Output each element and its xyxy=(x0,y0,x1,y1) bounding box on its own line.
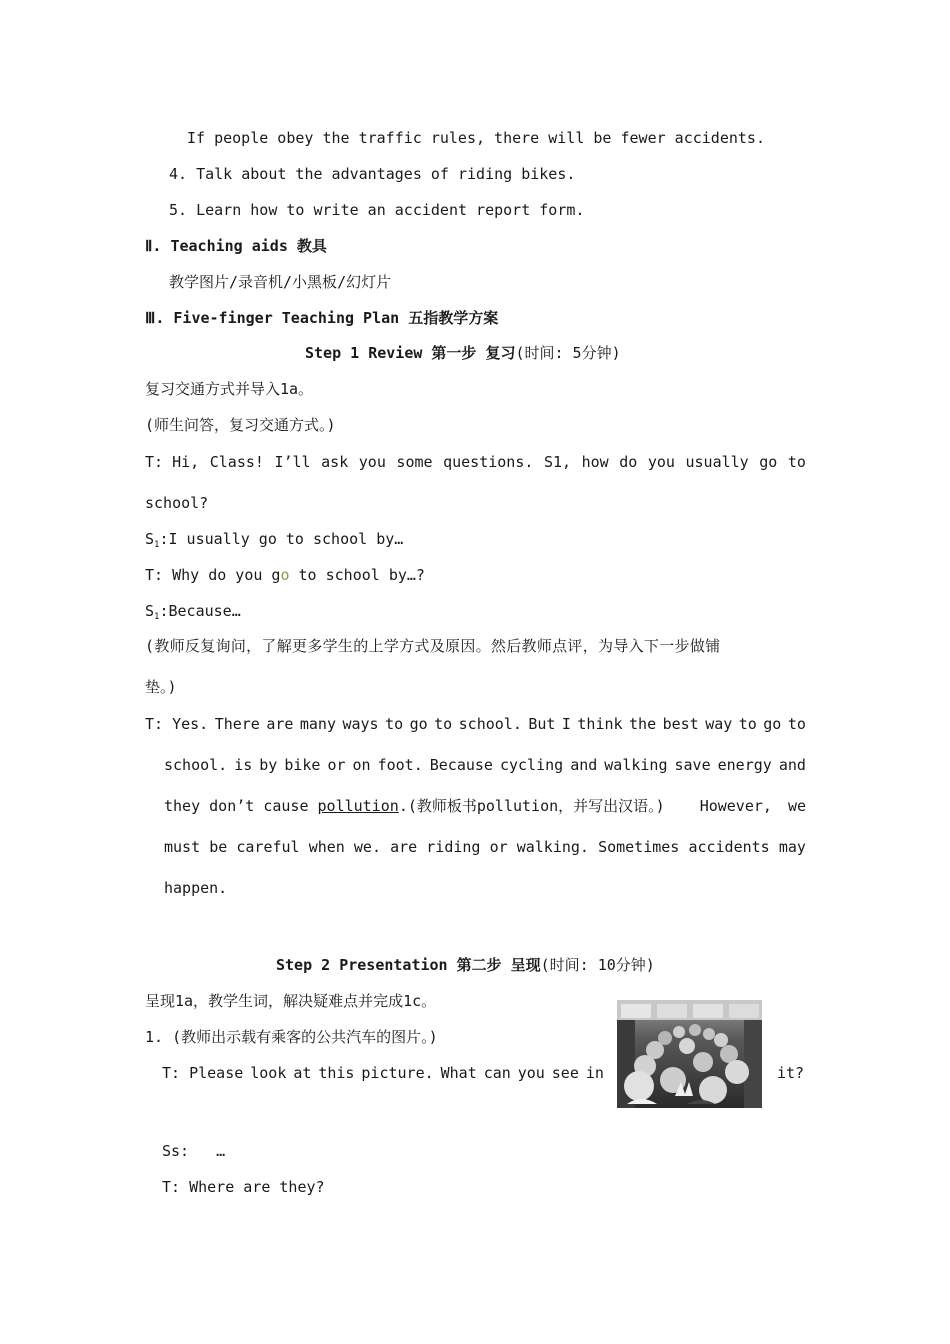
speaker-subscript: 1 xyxy=(154,540,160,550)
word: save xyxy=(674,756,711,774)
teaching-aids-heading: Ⅱ. Teaching aids 教具 xyxy=(145,237,327,255)
word: ask xyxy=(321,453,349,471)
word: What xyxy=(440,1064,477,1082)
text: they don’t cause xyxy=(164,797,318,815)
step1-teacher-line-3-row-1 xyxy=(145,714,806,734)
teaching-aids-items: 教学图片/录音机/小黑板/幻灯片 xyxy=(169,273,392,291)
step2-item-1: 1. (教师出示载有乘客的公共汽车的图片。) xyxy=(145,1028,438,1046)
word: think xyxy=(577,715,623,733)
step1-teacher-line-2 xyxy=(145,565,425,585)
word: go xyxy=(763,715,782,733)
word: T: Yes. xyxy=(145,715,209,733)
word: Class! xyxy=(209,453,264,471)
step2-title-main: Step 2 Presentation 第二步 呈现 xyxy=(276,956,541,974)
word: be xyxy=(209,838,228,856)
step2-teacher-line-2: T: Where are they? xyxy=(162,1178,325,1196)
word: I’ll xyxy=(274,453,311,471)
word: ways xyxy=(342,715,379,733)
step1-title xyxy=(305,343,621,363)
word: can xyxy=(483,1064,511,1082)
word: and xyxy=(570,756,598,774)
step1-note: (师生问答，复习交通方式。) xyxy=(145,416,336,434)
word: But xyxy=(528,715,556,733)
teaching-plan-heading: Ⅲ. Five-finger Teaching Plan 五指教学方案 xyxy=(145,309,499,327)
word: to xyxy=(738,715,757,733)
bus-passengers-image xyxy=(617,1000,762,1108)
word: to xyxy=(787,453,806,471)
word: I xyxy=(561,715,571,733)
step1-student-answer-1 xyxy=(145,529,403,555)
word: energy xyxy=(717,756,772,774)
bus-passengers-photo xyxy=(617,1000,762,1108)
word: However, xyxy=(699,797,772,815)
word: T: Hi, xyxy=(145,453,200,471)
word: may xyxy=(778,838,806,856)
word: riding xyxy=(426,838,481,856)
step1-teacher-line-3-row-5: happen. xyxy=(164,879,228,897)
word: at xyxy=(293,1064,312,1082)
word: many xyxy=(299,715,336,733)
word: walking. xyxy=(516,838,589,856)
step1-student-answer-2 xyxy=(145,601,241,627)
word: the xyxy=(629,715,657,733)
text: T: Why do you g xyxy=(145,566,281,584)
word: school. xyxy=(164,756,228,774)
word: are xyxy=(266,715,294,733)
word: careful xyxy=(236,838,300,856)
word: how xyxy=(581,453,609,471)
word: go xyxy=(409,715,428,733)
step1-title-main: Step 1 Review 第一步 复习 xyxy=(305,344,516,362)
word: school. xyxy=(458,715,522,733)
word: you xyxy=(358,453,386,471)
word: questions. xyxy=(443,453,534,471)
word: or xyxy=(489,838,508,856)
step1-teacher-line-3-row-2 xyxy=(164,755,806,775)
step1-teacher-line-3-row-4 xyxy=(164,837,806,857)
word: to xyxy=(434,715,453,733)
step1-intro: 复习交通方式并导入1a。 xyxy=(145,380,314,398)
speaker-subscript: 1 xyxy=(154,612,160,622)
word: to xyxy=(385,715,404,733)
word: walking xyxy=(604,756,668,774)
step2-intro: 呈现1a，教学生词，解决疑难点并完成1c。 xyxy=(145,992,437,1010)
word: you xyxy=(517,1064,545,1082)
word: Because xyxy=(429,756,493,774)
word: are xyxy=(390,838,418,856)
answer-text: :Because… xyxy=(159,602,241,620)
word: way xyxy=(705,715,733,733)
step1-teacher-line-1 xyxy=(145,452,806,472)
word: look xyxy=(250,1064,287,1082)
step1-title-time: (时间: 5分钟) xyxy=(515,344,621,362)
word: do xyxy=(619,453,638,471)
objective-rules-line: If people obey the traffic rules, there will be fewer accidents. xyxy=(187,129,765,147)
word: S1, xyxy=(543,453,572,471)
step1-teacher-line-3-row-3 xyxy=(164,796,806,816)
word: by xyxy=(259,756,278,774)
word: on xyxy=(352,756,371,774)
word: cycling xyxy=(499,756,564,774)
word: bike xyxy=(284,756,321,774)
word: this xyxy=(318,1064,355,1082)
objective-item-4: 4. Talk about the advantages of riding bikes. xyxy=(169,165,576,183)
word: when xyxy=(308,838,345,856)
word: picture. xyxy=(361,1064,434,1082)
step2-teacher-line-1-end: it? xyxy=(777,1064,805,1082)
word: you xyxy=(647,453,675,471)
word: see xyxy=(551,1064,579,1082)
word: we xyxy=(787,797,806,815)
speaker-letter: S xyxy=(145,602,155,620)
word: usually xyxy=(685,453,749,471)
step2-title-time: (时间: 10分钟) xyxy=(540,956,655,974)
speaker-letter: S xyxy=(145,530,155,548)
text: .(教师板书pollution，并写出汉语。) xyxy=(398,797,665,815)
word: and xyxy=(778,756,806,774)
word: to xyxy=(787,715,806,733)
step1-teacher-line-1-cont: school? xyxy=(145,494,209,512)
step1-note-2-line-2: 垫。) xyxy=(145,678,177,696)
word: foot. xyxy=(377,756,423,774)
word: go xyxy=(759,453,778,471)
step2-students-response: Ss: … xyxy=(162,1142,226,1160)
word: There xyxy=(214,715,260,733)
word: in xyxy=(585,1064,604,1082)
word: we. xyxy=(353,838,381,856)
step2-title xyxy=(276,955,655,975)
text: to school by…? xyxy=(289,566,425,584)
step1-note-2-line-1: (教师反复询问，了解更多学生的上学方式及原因。然后教师点评，为导入下一步做铺 xyxy=(145,637,721,655)
word: is xyxy=(234,756,253,774)
step2-teacher-line-1 xyxy=(162,1063,604,1083)
word: accidents xyxy=(688,838,770,856)
word: Sometimes xyxy=(598,838,680,856)
word: best xyxy=(662,715,699,733)
word: some xyxy=(396,453,433,471)
answer-text: :I usually go to school by… xyxy=(159,530,404,548)
vocab-pollution: pollution xyxy=(317,797,399,815)
objective-item-5: 5. Learn how to write an accident report form. xyxy=(169,201,585,219)
word: T: Please xyxy=(162,1064,244,1082)
word: or xyxy=(327,756,346,774)
text: o xyxy=(280,566,290,584)
word: must xyxy=(164,838,201,856)
